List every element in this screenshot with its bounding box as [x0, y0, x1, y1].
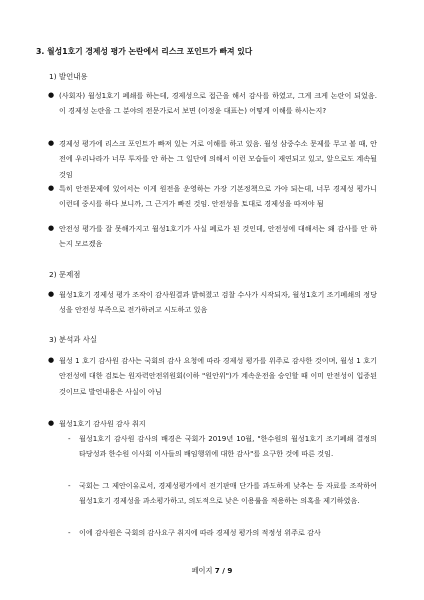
bullet-dot-icon: ● — [48, 356, 55, 364]
statements-label: 1) 발언내용 — [49, 72, 88, 81]
dash-marker-icon: - — [68, 528, 71, 537]
bullet-dot-icon: ● — [48, 419, 55, 427]
statement-text-3: 특히 안전문제에 있어서는 이게 원전을 운영하는 가장 기본정책으로 가야 되는데, 너무 경제성 평가니 이런데 중시를 하다 보니까, 그 근거가 빠진 것임. 안전성을 토대로 경제성을 따져야 됨 — [59, 184, 377, 209]
analysis-dash-1 — [68, 431, 377, 462]
section-title: 3. 월성1호기 경제성 평가 논란에서 리스크 포인트가 빠져 있다 — [36, 47, 253, 56]
analysis-bullet-1 — [48, 353, 377, 399]
statement-text-1: (사회자) 월성1호기 폐쇄를 하는데, 경제성으로 접근을 해서 감사를 하였고, 그게 크게 논란이 되었음. 이 경제성 논란을 그 분야의 전문가로서 보면 (이정윤 대표는) 어떻게 이해를 하시는지? — [59, 91, 377, 116]
statement-bullet-3 — [48, 181, 377, 212]
statement-bullet-2 — [48, 136, 377, 182]
total-pages-number: 9 — [227, 566, 233, 575]
dash-marker-icon: - — [68, 481, 71, 490]
analysis-dash-text-3: 이에 감사원은 국회의 감사요구 취지에 따라 경제성 평가의 적정성 위주로 감사 — [79, 528, 321, 537]
page-footer — [0, 566, 424, 576]
issues-label: 2) 문제점 — [49, 270, 81, 279]
statement-bullet-1 — [48, 88, 377, 119]
analysis-text-1: 월성 1 호기 감사원 감사는 국회의 감사 요청에 따라 경제성 평가를 위주로 감사한 것이며, 월성 1 호기 안전성에 대한 검토는 원자력안전위원회(이하 "원안위")가 계속운전을 승인할 때 이미 안전성이 입증된 것이므로 발언내용은 사실이 아님 — [59, 356, 377, 396]
statement-text-2: 경제성 평가에 리스크 포인트가 빠져 있는 거로 이해를 하고 있음. 월성 삼중수소 문제를 무고 볼 때, 안전에 우리나라가 너무 투자를 안 하는 그 일단에 의해서 이런 모습들이 재연되고 있고, 앞으로도 계속될 것임 — [59, 139, 377, 179]
analysis-dash-3 — [68, 525, 377, 540]
bullet-dot-icon: ● — [48, 224, 55, 232]
statement-bullet-4 — [48, 221, 377, 252]
page-separator: / — [219, 566, 228, 575]
analysis-bullet-2 — [48, 416, 377, 431]
analysis-text-2: 월성1호기 감사원 감사 취지 — [59, 419, 146, 428]
statement-text-4: 안전성 평가를 잘 못해가지고 월성1호기가 사실 폐로가 된 것인데, 안전성에 대해서는 왜 감사를 안 하는지 모르겠음 — [59, 224, 377, 249]
analysis-dash-2 — [68, 478, 377, 509]
issue-text-1: 월성1호기 경제성 평가 조작이 감사원결과 밝혀졌고 검찰 수사가 시작되자, 월성1호기 조기폐쇄의 정당성을 안전성 부족으로 전가하려고 시도하고 있음 — [59, 290, 377, 315]
bullet-dot-icon: ● — [48, 91, 55, 99]
analysis-dash-text-2: 국회는 그 제안이유로서, 경제성평가에서 전기판매 단가를 과도하게 낮추는 등 자료를 조작하여 월성1호기 경제성을 과소평가하고, 의도적으로 낮은 이용률을 적용하는 의혹을 제기하였음. — [79, 481, 377, 506]
analysis-label: 3) 분석과 사실 — [49, 335, 97, 344]
analysis-dash-text-1: 월성1호기 감사원 감사의 배경은 국회가 2019년 10월, "한수원의 월성1호기 조기폐쇄 결정의 타당성과 한수원 이사회 이사들의 배임행위에 대한 감사"를 요구한 것에 따른 것임. — [79, 434, 377, 459]
current-page-number: 7 — [214, 566, 220, 575]
issue-bullet-1 — [48, 287, 377, 318]
page-label: 페이지 — [191, 566, 215, 575]
bullet-dot-icon: ● — [48, 139, 55, 147]
bullet-dot-icon: ● — [48, 184, 55, 192]
dash-marker-icon: - — [68, 434, 71, 443]
bullet-dot-icon: ● — [48, 290, 55, 298]
